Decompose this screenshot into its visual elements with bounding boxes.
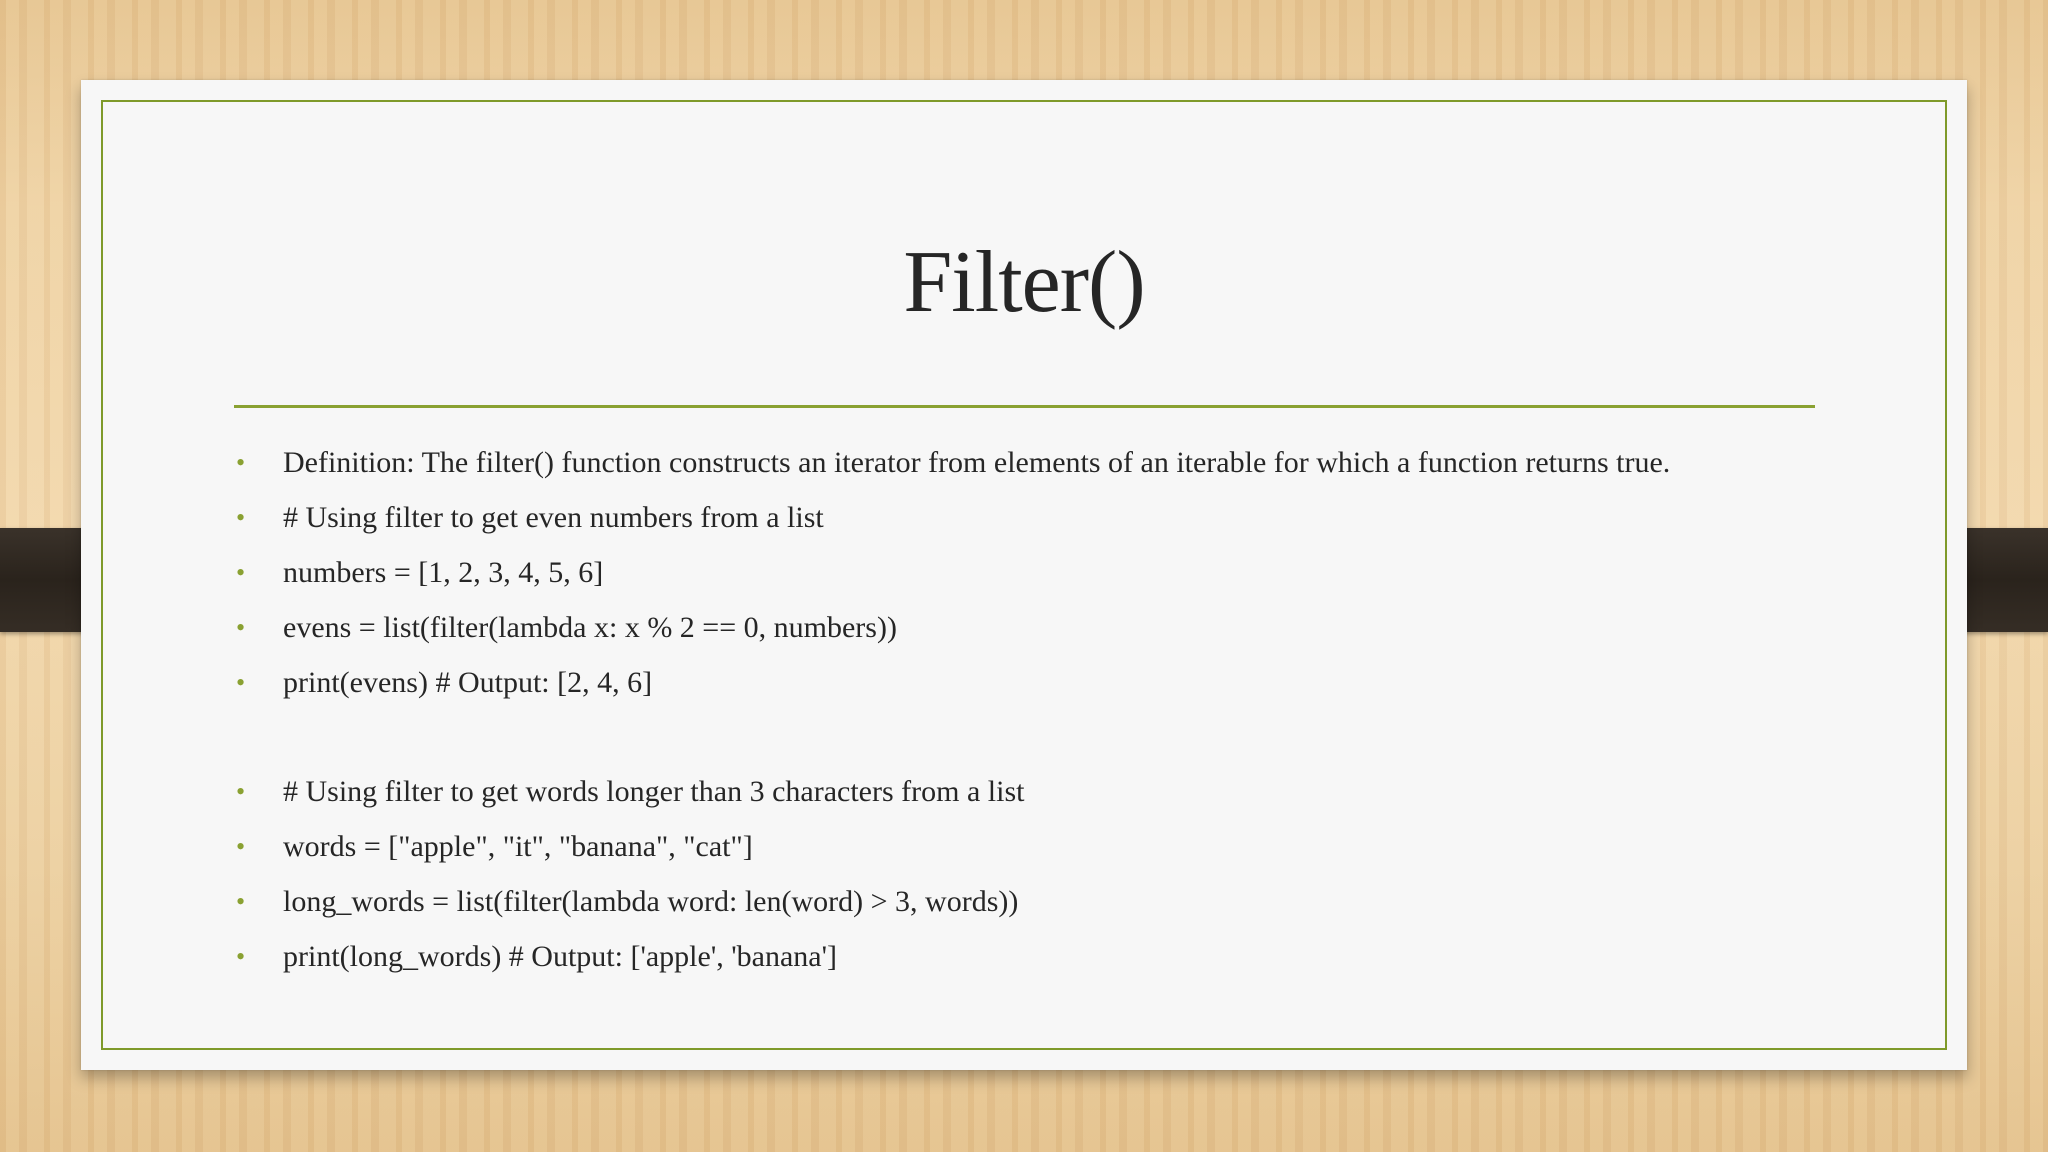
bullet-dot-icon: • [236,448,246,477]
bullet-item-print-long-words [234,929,1834,984]
title-divider [234,405,1815,408]
bullet-dot-icon: • [236,558,246,587]
bullet-dot-icon: • [236,668,246,697]
bullet-dot-icon: • [236,777,246,806]
bullet-text: long_words = list(filter(lambda word: len(word) > 3, words)) [283,885,1019,918]
bullet-item-comment-evens [234,490,1834,545]
bullet-item-evens [234,600,1834,655]
bullet-text: Definition: The filter() function constructs an iterator from elements of an iterable for which a function returns true. [283,446,1671,479]
bullet-list [234,435,1834,984]
bullet-text: evens = list(filter(lambda x: x % 2 == 0, numbers)) [283,611,897,644]
bullet-dot-icon: • [236,887,246,916]
bullet-item-words [234,819,1834,874]
bullet-item-print-evens [234,655,1834,710]
bullet-text: print(evens) # Output: [2, 4, 6] [283,666,653,699]
bullet-item-numbers [234,545,1834,600]
bullet-dot-icon: • [236,942,246,971]
slide-title: Filter() [903,234,1145,331]
bullet-dot-icon: • [236,832,246,861]
bullet-text: numbers = [1, 2, 3, 4, 5, 6] [283,556,604,589]
bullet-spacer [234,710,1834,764]
slide-card [81,80,1967,1070]
bullet-item-long-words [234,874,1834,929]
bullet-item-comment-words [234,764,1834,819]
bullet-text: print(long_words) # Output: ['apple', 'banana'] [283,940,837,973]
bullet-dot-icon: • [236,613,246,642]
bullet-text: words = ["apple", "it", "banana", "cat"] [283,830,753,863]
bullet-dot-icon: • [236,503,246,532]
bullet-item-definition [234,435,1834,490]
bullet-text: # Using filter to get even numbers from a list [283,501,824,534]
bullet-text: # Using filter to get words longer than 3 characters from a list [283,775,1025,808]
